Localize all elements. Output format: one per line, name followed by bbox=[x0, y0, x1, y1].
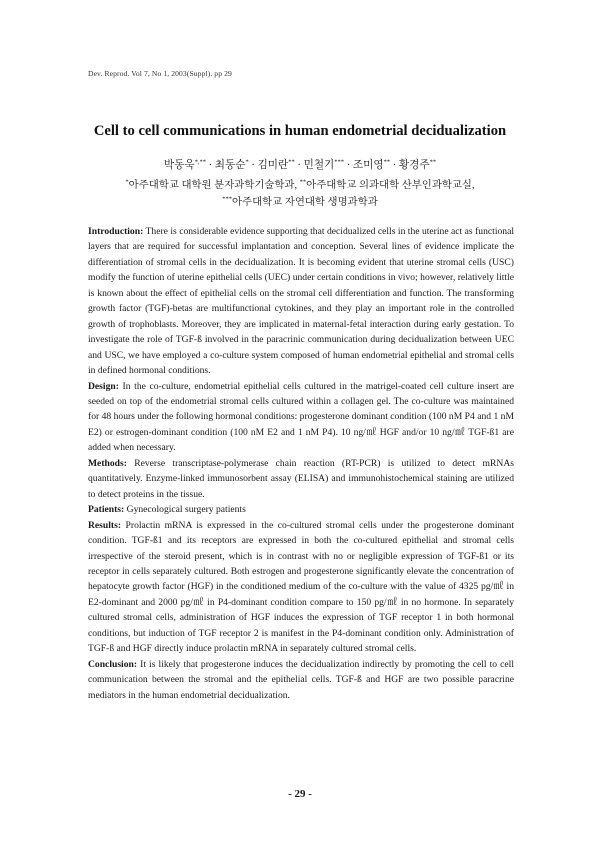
affiliation-line-1 bbox=[0, 176, 600, 191]
abstract-body bbox=[88, 224, 514, 703]
section-heading: Results: bbox=[88, 519, 122, 531]
author: 최동순 bbox=[214, 160, 246, 171]
author-list bbox=[0, 157, 600, 172]
section-text: It is likely that progesterone induces the decidualization indirectly by promoting the cell to cell communication between the stromal and the epithelial cells. TGF-ß and HGF are two possible paracrine mediators in the human endometrial decidualization. bbox=[88, 658, 514, 701]
section-heading: Design: bbox=[88, 380, 119, 392]
section-patients bbox=[88, 502, 514, 517]
author-mark: *,** bbox=[194, 158, 206, 166]
section-conclusion bbox=[88, 657, 514, 703]
author-separator: · bbox=[248, 160, 258, 171]
author: 김미란 bbox=[257, 160, 289, 171]
author-separator: · bbox=[205, 160, 215, 171]
affiliation-mark: *** bbox=[222, 195, 233, 203]
author-separator: · bbox=[344, 160, 353, 171]
section-heading: Patients: bbox=[88, 504, 125, 516]
author-separator: · bbox=[390, 160, 399, 171]
section-text: Gynecological surgery patients bbox=[126, 504, 246, 516]
paper-title: Cell to cell communications in human endometrial decidualization bbox=[93, 123, 507, 139]
journal-reference: Dev. Reprod. Vol 7, No 1, 2003(Suppl). pp 29 bbox=[88, 69, 232, 78]
author-separator: · bbox=[294, 160, 304, 171]
section-heading: Conclusion: bbox=[88, 658, 138, 670]
author: 황경주 bbox=[398, 160, 430, 171]
author-mark: *** bbox=[334, 158, 345, 166]
section-text: There is considerable evidence supporting that decidualized cells in the uterine act as functional layers that are required for successful implantation and conception. Several lines of evidence implicate the differentiation of stromal cells in the decidualization. It is becoming evident that uterine stromal cells (USC) modify the function of uterine epithelial cells (UEC) under certain conditions in vivo; however, relatively little is known about the effect of epithelial cells on the stromal cell differentiation and function. The transforming growth factor (TGF)-betas are multifunctional cytokines, and they play an important role in the controlled growth of trophoblasts. Moreover, they are implicated in maternal-fetal interaction during early gestation. To investigate the role of TGF-ß involved in the paracrinic communication during decidualization between UEC and USC, we have employed a co-culture system composed of human endometrial epithelial and stromal cells in defined hormonal conditions. bbox=[88, 226, 514, 377]
section-results bbox=[88, 518, 514, 657]
author-mark: ** bbox=[429, 158, 437, 166]
affiliation-text: 아주대학교 자연대학 생명과학과 bbox=[232, 197, 378, 208]
affiliation-mark: * bbox=[125, 178, 129, 186]
affiliation-text: 아주대학교 대학원 분자과학기술학과, bbox=[128, 180, 300, 191]
author: 박동욱 bbox=[163, 160, 195, 171]
section-text: In the co-culture, endometrial epithelial cells cultured in the matrigel-coated cell culture insert are seeded on top of the endometrial stromal cells cultured within a collagen gel. The co-culture was maintained for 48 hours under the following hormonal conditions: progesterone dominant condition (100 nM P4 and 1 nM E2) or estrogen-dominant condition (100 nM E2 and 1 nM P4). 10 ng/㎖ HGF and/or 10 ng/㎖ TGF-ß1 are added when necessary. bbox=[88, 380, 514, 454]
section-text: Reverse transcriptase-polymerase chain reaction (RT-PCR) is utilized to detect mRNAs quantitatively. Enzyme-linked immunosorbent assay (ELISA) and immunohistochemical staining are utilized to detect proteins in the tissue. bbox=[88, 457, 514, 500]
affiliation-mark: ** bbox=[299, 178, 307, 186]
affiliation-text: 아주대학교 의과대학 산부인과학교실, bbox=[306, 180, 475, 191]
page-number: - 29 - bbox=[288, 788, 312, 800]
section-heading: Introduction: bbox=[88, 226, 144, 237]
author-mark: * bbox=[245, 158, 249, 166]
section-introduction bbox=[88, 224, 514, 379]
section-text: Prolactin mRNA is expressed in the co-cultured stromal cells under the progesterone dominant condition. TGF-ß1 and its receptors are expressed in both the co-cultured epithelial and stromal cells irrespective of the steroid present, which is in contrast with no or negligible expression of TGF-ß1 or its receptor in cells separately cultured. Both estrogen and progesterone significantly elevate the concentration of hepatocyte growth factor (HGF) in the conditioned medium of the co-culture with the value of 4325 pg/㎖ in E2-dominant and 2000 pg/㎖ in P4-dominant condition compare to 150 pg/㎖ in no hormone. In separately cultured stromal cells, administration of HGF induces the expression of TGF receptor 1 in both hormonal conditions, but induction of TGF receptor 2 is manifest in the P4-dominant condition only. Administration of TGF-ß and HGF directly induce prolactin mRNA in separately cultured stromal cells. bbox=[88, 519, 515, 655]
affiliation-line-2 bbox=[0, 193, 600, 208]
section-design bbox=[88, 379, 514, 456]
author-mark: ** bbox=[288, 158, 295, 166]
author-mark: ** bbox=[383, 158, 391, 166]
author: 조미영 bbox=[352, 160, 384, 171]
author: 민철기 bbox=[303, 160, 335, 171]
section-heading: Methods: bbox=[88, 457, 127, 469]
section-methods bbox=[88, 456, 514, 502]
